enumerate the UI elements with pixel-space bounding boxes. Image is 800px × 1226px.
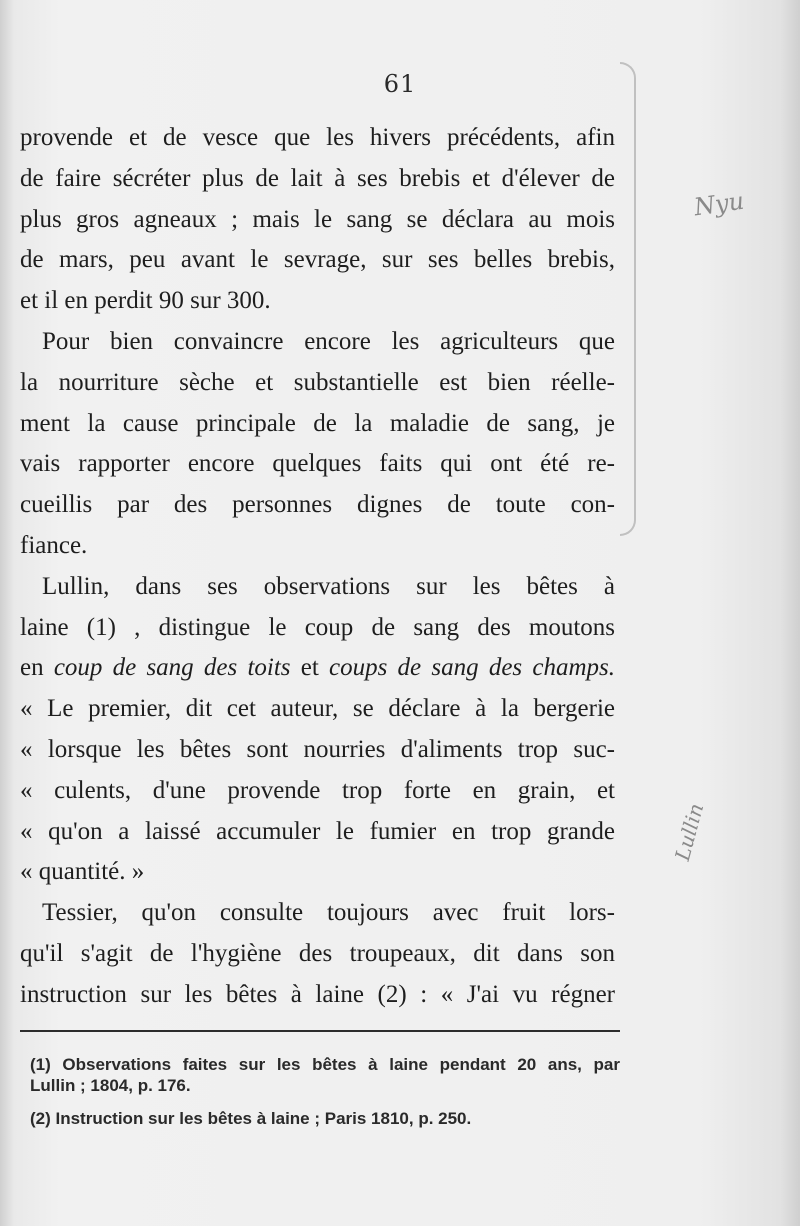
margin-handwriting-upper: Nyu [692, 186, 746, 222]
footnotes [30, 1054, 620, 1129]
text-line: vais rapporter encore quelques faits qui ont été re- [20, 450, 615, 478]
italic-phrase: coups de sang des champs. [329, 654, 615, 682]
italic-phrase: coup de sang des toits [53, 654, 291, 682]
text-line: et il en perdit 90 sur 300. [20, 287, 271, 315]
text-line: « Le premier, dit cet auteur, se déclare à la bergerie [20, 695, 615, 723]
text-line: provende et de vesce que les hivers précédents, afin [20, 124, 615, 151]
text-line: ment la cause principale de la maladie de sang, je [20, 409, 615, 437]
footnote [30, 1054, 620, 1096]
text-line: la nourriture sèche et substantielle est bien réelle- [20, 368, 615, 396]
text-line: Pour bien convaincre encore les agriculteurs que [42, 327, 615, 355]
text-line: « lorsque les bêtes sont nourries d'aliments trop suc- [20, 735, 615, 763]
text-line: Tessier, qu'on consulte toujours avec fruit lors- [42, 899, 615, 927]
text-line: « qu'on a laissé accumuler le fumier en trop grande [20, 817, 615, 845]
footnote [30, 1108, 620, 1129]
footnote-rule [20, 1030, 620, 1032]
body-text [20, 118, 615, 1016]
text-line: « culents, d'une provende trop forte en grain, et [20, 776, 615, 804]
text-line: fiance. [20, 531, 88, 559]
text-line: de faire sécréter plus de lait à ses brebis et d'élever de [20, 164, 615, 192]
pencil-bracket-mark [620, 62, 636, 536]
margin-handwriting-lower: Lullin [669, 800, 709, 864]
footnote-line: (2) Instruction sur les bêtes à laine ; Paris 1810, p. 250. [30, 1109, 472, 1128]
text-line: instruction sur les bêtes à laine (2) : « J'ai vu régner [20, 980, 615, 1008]
page-number: 61 [383, 70, 417, 98]
text-line: « quantité. » [20, 858, 145, 886]
text-line: de mars, peu avant le sevrage, sur ses belles brebis, [20, 246, 615, 274]
text-line: qu'il s'agit de l'hygiène des troupeaux, dit dans son [20, 939, 615, 967]
text-line: plus gros agneaux ; mais le sang se déclara au mois [20, 205, 615, 233]
text-line [20, 648, 615, 689]
text-line: cueillis par des personnes dignes de toute con- [20, 491, 615, 519]
footnote-line: (1) Observations faites sur les bêtes à laine pendant 20 ans, par [30, 1055, 620, 1074]
text-run: et [290, 654, 330, 682]
text-line: laine (1) , distingue le coup de sang des moutons [20, 613, 615, 641]
text-run: en [20, 654, 54, 682]
footnote-line: Lullin ; 1804, p. 176. [30, 1076, 191, 1095]
text-line: Lullin, dans ses observations sur les bêtes à [42, 572, 615, 600]
